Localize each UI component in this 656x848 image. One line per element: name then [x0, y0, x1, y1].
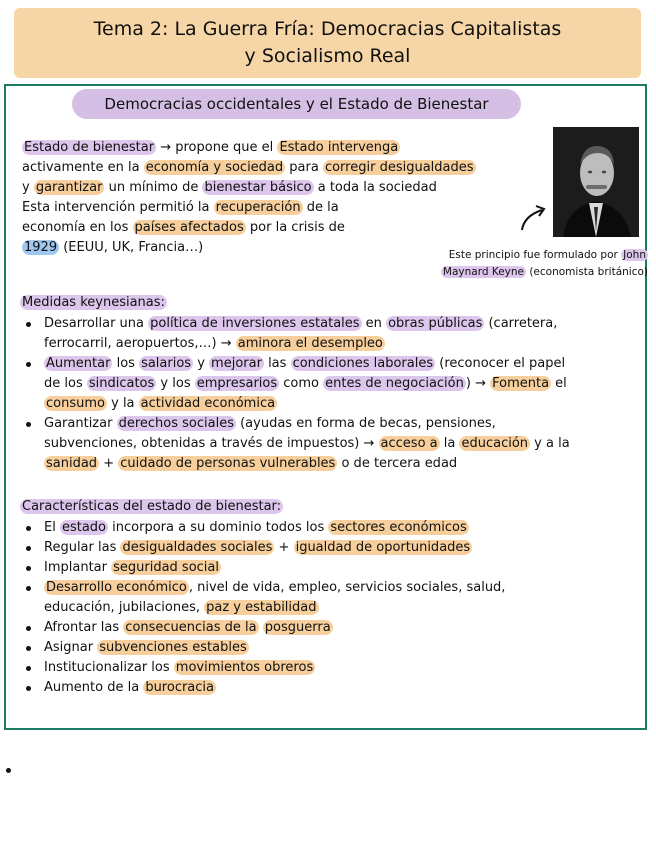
highlight: 1929	[24, 240, 58, 255]
text: por la crisis de	[245, 220, 345, 235]
text: ) →	[465, 376, 491, 391]
text: o de tercera edad	[337, 456, 458, 471]
text: ferrocarril, aeropuertos,…) →	[44, 336, 236, 351]
highlight: Estado de bienestar	[24, 140, 155, 155]
text: a toda la sociedad	[313, 180, 437, 195]
highlight: entes de negociación	[325, 376, 464, 391]
item-row	[44, 374, 632, 394]
intro-row	[22, 198, 476, 218]
highlight: condiciones laborales	[292, 356, 434, 371]
text: (economista británico)	[526, 266, 648, 278]
intro-row	[22, 138, 476, 158]
item-row	[44, 598, 632, 618]
list-item	[20, 578, 632, 618]
text: Garantizar	[44, 416, 117, 431]
text: educación, jubilaciones,	[44, 600, 205, 615]
text: Regular las	[44, 540, 121, 555]
highlight: John	[623, 249, 646, 261]
list-item	[20, 678, 632, 698]
highlight: sectores económicos	[330, 520, 467, 535]
text: un mínimo de	[104, 180, 203, 195]
highlight: bienestar básico	[204, 180, 312, 195]
item-row	[44, 638, 632, 658]
item-row	[44, 518, 632, 538]
list-item	[20, 558, 632, 578]
highlight: Características del estado de bienestar:	[22, 499, 282, 514]
list-item	[20, 354, 632, 414]
list-item	[20, 538, 632, 558]
highlight: seguridad social	[113, 560, 219, 575]
text: Asignar	[44, 640, 98, 655]
highlight: política de inversiones estatales	[150, 316, 360, 331]
highlight: acceso a	[380, 436, 438, 451]
text: como	[279, 376, 324, 391]
intro-row	[22, 218, 476, 238]
text: de los	[44, 376, 87, 391]
item-row	[44, 414, 632, 434]
text: (EEUU, UK, Francia…)	[59, 240, 204, 255]
text: Aumento de la	[44, 680, 144, 695]
text: subvenciones, obtenidas a través de impuestos) →	[44, 436, 379, 451]
item-row	[44, 394, 632, 414]
pointer-arrow-icon	[512, 200, 552, 234]
portrait-image	[553, 127, 639, 237]
highlight: desigualdades sociales	[122, 540, 273, 555]
highlight: subvenciones estables	[99, 640, 247, 655]
text: y	[193, 356, 210, 371]
section-subtitle: Democracias occidentales y el Estado de Bienestar	[72, 89, 521, 119]
text: Afrontar las	[44, 620, 124, 635]
list-item	[20, 638, 632, 658]
intro-row	[22, 178, 476, 198]
highlight: aminora el desempleo	[237, 336, 383, 351]
text: El	[44, 520, 60, 535]
text: activamente en la	[22, 160, 144, 175]
text: Este principio fue formulado por	[448, 249, 622, 261]
item-row	[44, 578, 632, 598]
list-item	[20, 518, 632, 538]
text: en	[361, 316, 387, 331]
highlight: burocracia	[145, 680, 215, 695]
highlight: garantizar	[35, 180, 103, 195]
highlight: países afectados	[134, 220, 244, 235]
highlight: cuidado de personas vulnerables	[120, 456, 336, 471]
list-item	[20, 314, 632, 354]
item-row	[44, 354, 632, 374]
features-heading	[20, 497, 283, 517]
highlight: paz y estabilidad	[206, 600, 317, 615]
text: los	[112, 356, 140, 371]
keynes-portrait	[553, 127, 639, 237]
keynes-heading	[20, 293, 167, 313]
text: el	[551, 376, 567, 391]
highlight: Aumentar	[46, 356, 111, 371]
highlight: Medidas keynesianas:	[22, 295, 165, 310]
highlight: derechos sociales	[118, 416, 234, 431]
highlight: Estado intervenga	[279, 140, 399, 155]
text: Esta intervención permitió la	[22, 200, 214, 215]
text: (reconocer el papel	[435, 356, 566, 371]
text: → propone que el	[156, 140, 278, 155]
highlight: obras públicas	[388, 316, 483, 331]
highlight: estado	[61, 520, 107, 535]
text: y	[22, 180, 34, 195]
highlight: igualdad de oportunidades	[295, 540, 471, 555]
text: la	[439, 436, 460, 451]
text: y la	[106, 396, 139, 411]
text: , nivel de vida, empleo, servicios sociales, salud,	[188, 580, 506, 595]
text: para	[285, 160, 323, 175]
text: de la	[302, 200, 339, 215]
text: +	[99, 456, 119, 471]
highlight: corregir desigualdades	[324, 160, 474, 175]
item-row	[44, 334, 632, 354]
item-row	[44, 558, 632, 578]
intro-text	[22, 138, 476, 258]
page-title	[14, 8, 641, 78]
keynes-list	[20, 314, 632, 474]
title-line-1: Tema 2: La Guerra Fría: Democracias Capitalistas	[93, 18, 562, 40]
item-row	[44, 314, 632, 334]
stray-bullet	[6, 768, 11, 773]
caption-row	[398, 264, 648, 281]
highlight: sindicatos	[88, 376, 155, 391]
text: (carretera,	[484, 316, 558, 331]
highlight: consecuencias de la	[125, 620, 257, 635]
item-row	[44, 658, 632, 678]
highlight: actividad económica	[140, 396, 276, 411]
text: economía en los	[22, 220, 133, 235]
highlight: sanidad	[46, 456, 98, 471]
highlight: Maynard Keyne	[442, 266, 524, 278]
text: (ayudas en forma de becas, pensiones,	[235, 416, 496, 431]
portrait-caption	[398, 247, 648, 281]
text: Implantar	[44, 560, 112, 575]
item-row	[44, 538, 632, 558]
highlight: posguerra	[264, 620, 331, 635]
highlight: educación	[461, 436, 529, 451]
text: y los	[156, 376, 195, 391]
list-item	[20, 414, 632, 474]
highlight: Desarrollo económico	[46, 580, 187, 595]
item-row	[44, 434, 632, 454]
intro-row	[22, 158, 476, 178]
text: Institucionalizar los	[44, 660, 174, 675]
caption-row	[398, 247, 648, 264]
text: incorpora a su dominio todos los	[108, 520, 329, 535]
highlight: recuperación	[215, 200, 301, 215]
highlight: Fomenta	[492, 376, 550, 391]
item-row	[44, 454, 632, 474]
highlight: salarios	[141, 356, 192, 371]
highlight: mejorar	[211, 356, 262, 371]
text: +	[274, 540, 294, 555]
highlight: empresarios	[196, 376, 278, 391]
list-item	[20, 618, 632, 638]
text: y a la	[530, 436, 570, 451]
text: las	[263, 356, 291, 371]
item-row	[44, 678, 632, 698]
highlight: movimientos obreros	[175, 660, 314, 675]
highlight: economía y sociedad	[145, 160, 284, 175]
title-line-2: y Socialismo Real	[244, 45, 411, 67]
highlight: consumo	[46, 396, 105, 411]
text: Desarrollar una	[44, 316, 149, 331]
item-row	[44, 618, 632, 638]
list-item	[20, 658, 632, 678]
features-list	[20, 518, 632, 698]
